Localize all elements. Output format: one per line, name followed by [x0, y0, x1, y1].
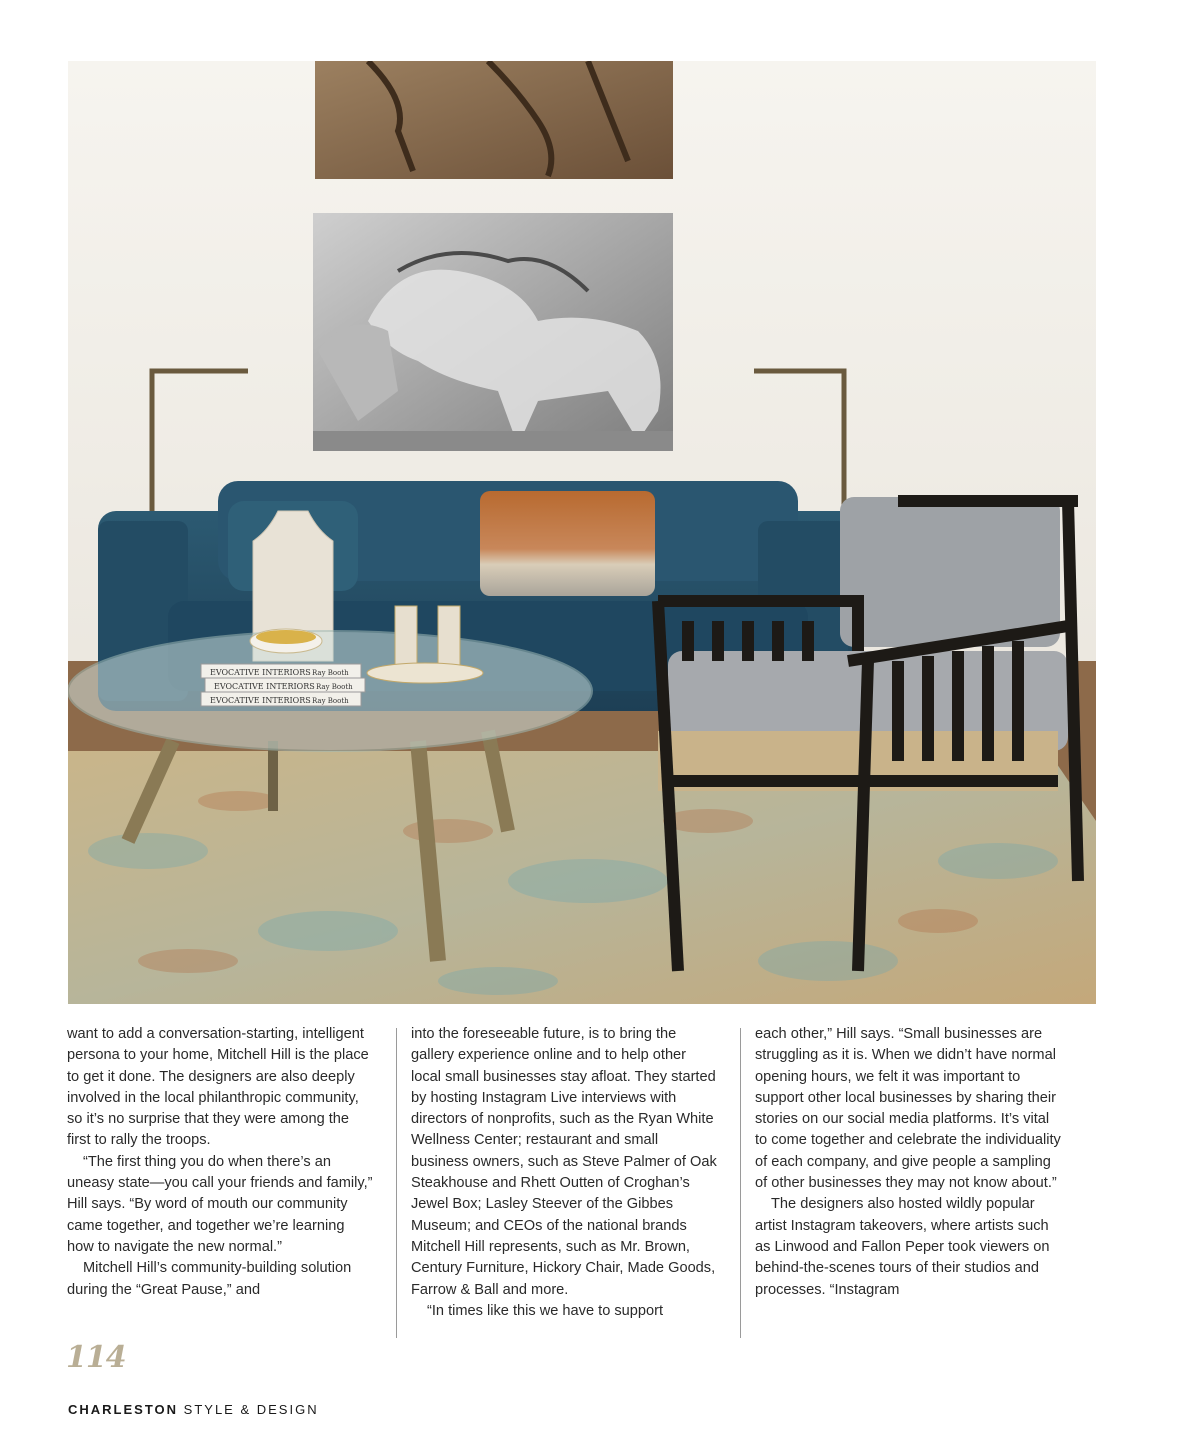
publication-name-bold: CHARLESTON: [68, 1402, 179, 1417]
paragraph: The designers also hosted wildly popular artist Instagram takeovers, where artists such as Linwood and Fallon Peper took viewers on behind-the-scenes tours of their studios and processes. “Instagram: [755, 1196, 1050, 1298]
paragraph: “The first thing you do when there’s an uneasy state—you call your friends and family,” Hill says. “By word of mouth our community came together, and together we’re learning how to navigate the new normal.”: [67, 1153, 373, 1255]
article-column-3: [755, 1024, 1065, 1301]
publication-name-rest: STYLE & DESIGN: [178, 1402, 319, 1417]
book-title: EVOCATIVE INTERIORS: [214, 682, 315, 691]
page-number: 114: [66, 1340, 126, 1375]
living-room-illustration: [68, 61, 1096, 1004]
article-column-1: [67, 1024, 373, 1301]
column-divider: [740, 1028, 741, 1338]
interior-photo: [68, 61, 1096, 1004]
paragraph: each other,” Hill says. “Small businesses are struggling as it is. When we didn’t have normal opening hours, we felt it was important to support other local businesses by sharing their stories on our social media platforms. It’s vital to come together and celebrate the individuality of each company, and give people a sampling of other businesses they may not know about.”: [755, 1026, 1061, 1192]
paragraph: into the foreseeable future, is to bring the gallery experience online and to help other local small businesses stay afloat. They started by hosting Instagram Live interviews with directors of nonprofits, such as the Ryan White Wellness Center; restaurant and small business owners, such as Steve Palmer of Oak Steakhouse and Rhett Outten of Croghan’s Jewel Box; Lasley Steever of the Gibbes Museum; and CEOs of the national brands Mitchell Hill represents, such as Mr. Brown, Century Furniture, Hickory Chair, Made Goods, Farrow & Ball and more.: [411, 1026, 717, 1298]
book-author: Ray Booth: [316, 683, 353, 691]
publication-name: [68, 1402, 319, 1417]
book-title: EVOCATIVE INTERIORS: [210, 696, 311, 705]
paragraph: want to add a conversation-starting, intelligent persona to your home, Mitchell Hill is the place to get it done. The designers are also deeply involved in the local philanthropic community, so it’s no surprise that they were among the first to rally the troops.: [67, 1026, 369, 1149]
column-divider: [396, 1028, 397, 1338]
book-author: Ray Booth: [312, 697, 349, 705]
sepia-horse-print: [315, 61, 673, 179]
paragraph: “In times like this we have to support: [427, 1302, 664, 1319]
book-author: Ray Booth: [312, 669, 349, 677]
article-column-2: [411, 1024, 717, 1322]
paragraph: Mitchell Hill’s community-building solution during the “Great Pause,” and: [67, 1260, 352, 1298]
book-title: EVOCATIVE INTERIORS: [210, 668, 311, 677]
horse-photograph: [313, 213, 673, 451]
accent-pillow: [480, 491, 655, 596]
